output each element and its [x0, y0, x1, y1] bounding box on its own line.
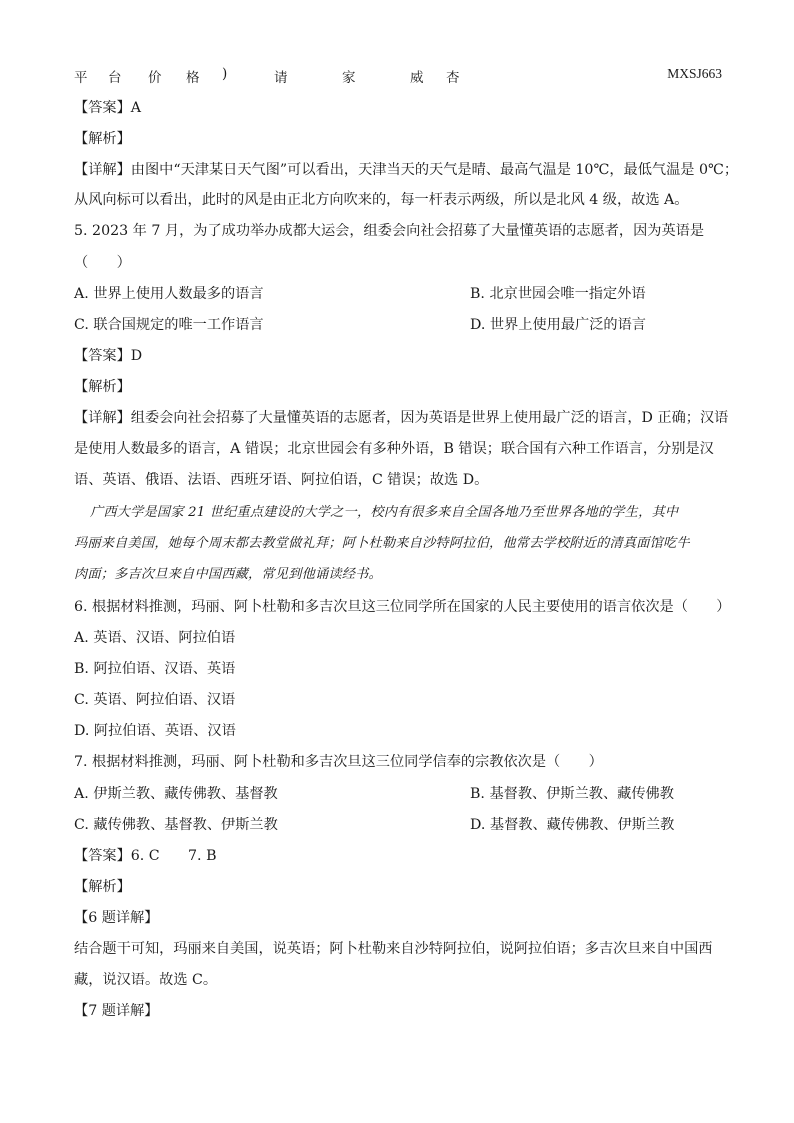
q5-option-d: D. 世界上使用最广泛的语言	[470, 317, 646, 333]
q7-detail-label: 【7 题详解】	[74, 1003, 159, 1019]
q5-option-c: C. 联合国规定的唯一工作语言	[74, 317, 264, 333]
header-watermark-char: 平	[74, 70, 88, 86]
q5-detail-line: 是使用人数最多的语言，A 错误；北京世园会有多种外语，B 错误；联合国有六种工作语言，分别是汉	[74, 441, 714, 457]
q6-stem: 6. 根据材料推测，玛丽、阿卜杜勒和多吉次旦这三位同学所在国家的人民主要使用的语言依次是（ ）	[74, 599, 731, 615]
q7-stem: 7. 根据材料推测，玛丽、阿卜杜勒和多吉次旦这三位同学信奉的宗教依次是（ ）	[74, 754, 603, 770]
q5-option-b: B. 北京世园会唯一指定外语	[470, 286, 646, 302]
q6-detail-label: 【6 题详解】	[74, 910, 159, 926]
q6-detail-line: 结合题干可知，玛丽来自美国，说英语；阿卜杜勒来自沙特阿拉伯，说阿拉伯语；多吉次旦来自中国西	[74, 941, 713, 957]
q67-answer: 【答案】6. C 7. B	[74, 848, 217, 864]
header-watermark-char: 台	[108, 70, 122, 86]
q6-option-c: C. 英语、阿拉伯语、汉语	[74, 692, 236, 708]
q5-stem-paren: （ ）	[74, 255, 131, 271]
q7-option-c: C. 藏传佛教、基督教、伊斯兰教	[74, 817, 278, 833]
q5-options-row	[74, 284, 726, 304]
header-watermark-char: 格	[186, 70, 200, 86]
q6-option-a: A. 英语、汉语、阿拉伯语	[74, 630, 236, 646]
q4-analysis-label: 【解析】	[74, 131, 131, 147]
q5-answer: 【答案】D	[74, 348, 143, 364]
q5-options-row	[74, 315, 726, 335]
material-line: 广西大学是国家 21 世纪重点建设的大学之一，校内有很多来自全国各地乃至世界各地的学生，其中	[90, 505, 679, 520]
q4-detail-line: 从风向标可以看出，此时的风是由正北方向吹来的，每一杆表示两级，所以是北风 4 级，故选 A。	[74, 192, 689, 208]
header-watermark-char: 威	[410, 70, 424, 86]
q4-detail-line: 【详解】由图中“天津某日天气图”可以看出，天津当天的天气是晴、最高气温是 10℃，最低气温是 0℃；	[74, 162, 739, 178]
q7-option-a: A. 伊斯兰教、藏传佛教、基督教	[74, 786, 278, 802]
q4-answer: 【答案】A	[74, 100, 141, 116]
q6-option-b: B. 阿拉伯语、汉语、英语	[74, 661, 236, 677]
q5-analysis-label: 【解析】	[74, 379, 131, 395]
q5-stem: 5. 2023 年 7 月，为了成功举办成都大运会，组委会向社会招募了大量懂英语的志愿者，因为英语是	[74, 223, 705, 239]
header-watermark-char: 请	[274, 70, 288, 86]
q67-analysis-label: 【解析】	[74, 879, 131, 895]
q7-options-row	[74, 815, 726, 835]
material-line: 玛丽来自美国，她每个周末都去教堂做礼拜；阿卜杜勒来自沙特阿拉伯，他常去学校附近的清真面馆吃牛	[74, 536, 690, 551]
q7-option-d: D. 基督教、藏传佛教、伊斯兰教	[470, 817, 675, 833]
q6-detail-line: 藏，说汉语。故选 C。	[74, 972, 218, 988]
q5-detail-line: 【详解】组委会向社会招募了大量懂英语的志愿者，因为英语是世界上使用最广泛的语言，D 正确；汉语	[74, 410, 729, 426]
header-code: MXSJ663	[667, 66, 722, 81]
header-watermark-char: )	[222, 66, 228, 82]
header-watermark-char: 家	[342, 70, 356, 86]
header-watermark-char: 价	[148, 70, 162, 86]
page-header	[74, 66, 722, 86]
q5-detail-line: 语、英语、俄语、法语、西班牙语、阿拉伯语，C 错误；故选 D。	[74, 472, 489, 488]
q7-options-row	[74, 784, 726, 804]
q6-option-d: D. 阿拉伯语、英语、汉语	[74, 723, 236, 739]
header-watermark-char: 杏	[446, 70, 460, 86]
q5-option-a: A. 世界上使用人数最多的语言	[74, 286, 264, 302]
q7-option-b: B. 基督教、伊斯兰教、藏传佛教	[470, 786, 674, 802]
material-line: 肉面；多吉次旦来自中国西藏，常见到他诵读经书。	[74, 567, 382, 582]
